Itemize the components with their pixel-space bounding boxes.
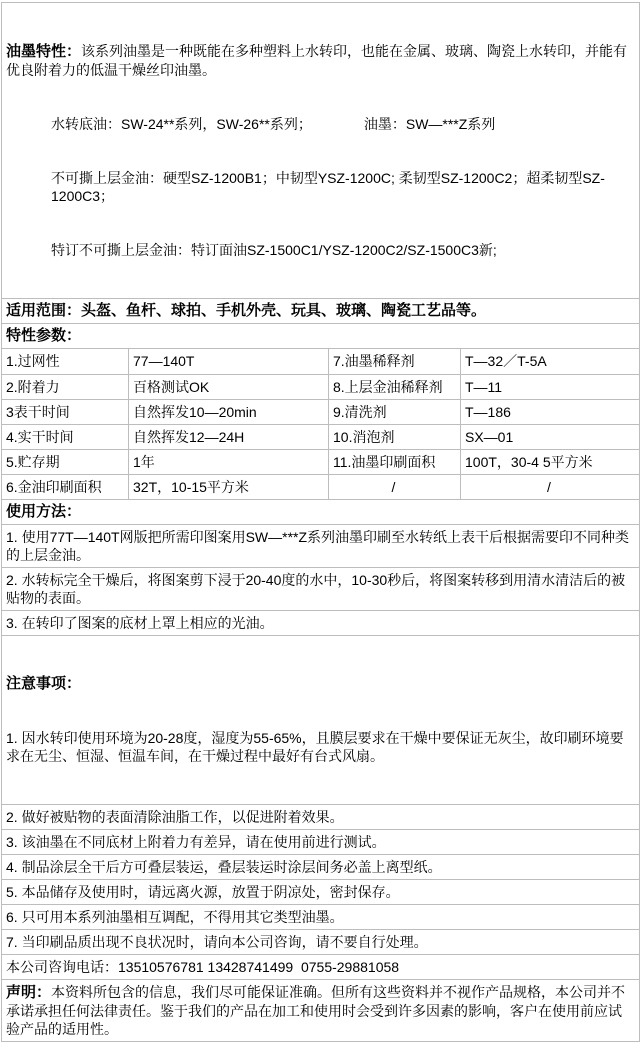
param-value: 32T，10-15平方米	[128, 474, 328, 499]
param-value: T—32／T-5A	[460, 349, 639, 374]
param-value: 77—140T	[128, 349, 328, 374]
param-value: T—11	[460, 374, 639, 399]
notes-item-1: 1. 因水转印使用环境为20-28度，湿度为55-65%，且膜层要求在干燥中要保证无灰尘，故印刷环境要求在无尘、恒湿、恒温车间，在干燥过程中最好有台式风扇。	[6, 730, 624, 764]
param-label: 1.过网性	[6, 353, 60, 369]
ink-properties-intro: 该系列油墨是一种既能在多种塑料上水转印，也能在金属、玻璃、陶瓷上水转印，并能有优良附着力的低温干燥丝印油墨。	[6, 43, 628, 78]
param-value: T—186	[460, 399, 639, 424]
ink-properties-title: 油墨特性：	[6, 43, 82, 60]
notes-item-4: 4. 制品涂层全干后方可叠层装运，叠层装运时涂层间务必盖上离型纸。	[2, 854, 639, 879]
notes-item-2: 2. 做好被贴物的表面清除油脂工作，以促进附着效果。	[2, 804, 639, 829]
param-value: 1年	[128, 449, 328, 474]
base-oil-line	[6, 115, 635, 133]
notes-item-7: 7. 当印刷品质出现不良状况时，请向本公司咨询，请不要自行处理。	[2, 929, 639, 954]
statement-section	[2, 979, 639, 1041]
param-label: 11.油墨印刷面积	[328, 449, 460, 474]
ink-properties-paragraph	[6, 42, 635, 79]
usage-item-3: 3. 在转印了图案的底材上罩上相应的光油。	[2, 610, 639, 635]
param-label: 3表干时间	[2, 399, 128, 424]
param-label: 10.消泡剂	[328, 424, 460, 449]
param-label: 8.上层金油稀释剂	[328, 374, 460, 399]
topcoat-line: 不可撕上层金油：硬型SZ-1200B1；中韧型YSZ-1200C; 柔韧型SZ-1200C2；超柔韧型SZ-1200C3；	[51, 170, 605, 204]
ink-properties-section	[2, 3, 639, 298]
param-value: 百格测试OK	[128, 374, 328, 399]
notes-item-6: 6. 只可用本系列油墨相互调配，不得用其它类型油墨。	[2, 904, 639, 929]
notes-item-3: 3. 该油墨在不同底材上附着力有差异，请在使用前进行测试。	[2, 829, 639, 854]
usage-item-1: 1. 使用77T—140T网版把所需印图案用SW—***Z系列油墨印刷至水转纸上表干后根据需要印不同种类的上层金油。	[2, 524, 639, 567]
param-value: 100T，30-4 5平方米	[460, 449, 639, 474]
param-value: 自然挥发10—20min	[128, 399, 328, 424]
statement-label: 声明：	[6, 984, 52, 1001]
param-value: 自然挥发12—24H	[128, 424, 328, 449]
params-table	[2, 348, 639, 499]
param-label: 6.金油印刷面积	[2, 474, 128, 499]
ink-spec-sheet	[1, 2, 640, 1042]
param-label: /	[328, 474, 460, 499]
base-oil-series: 水转底油：SW-24**系列，SW-26**系列；	[51, 116, 312, 132]
statement-text: 本资料所包含的信息，我们尽可能保证准确。但所有这些资料并不视作产品规格，本公司并不承诺承担任何法律责任。鉴于我们的产品在加工和使用时会受到许多因素的影响，客户在使用前应试验产品的适用性。	[6, 984, 626, 1037]
param-value: SX—01	[460, 424, 639, 449]
scope-label: 适用范围：	[6, 302, 82, 319]
param-label: 5.贮存期	[2, 449, 128, 474]
params-title: 特性参数：	[2, 323, 639, 348]
usage-title: 使用方法：	[2, 499, 639, 524]
param-label: 4.实干时间	[2, 424, 128, 449]
scope-text: 头盔、鱼杆、球拍、手机外壳、玩具、玻璃、陶瓷工艺品等。	[81, 302, 487, 319]
notes-item-5: 5. 本品储存及使用时，请远离火源，放置于阴凉处，密封保存。	[2, 879, 639, 904]
contact-line: 本公司咨询电话：13510576781 13428741499 0755-29881058	[2, 954, 639, 979]
notes-title: 注意事项：	[6, 675, 82, 692]
notes-section	[2, 635, 639, 804]
param-label: 9.清洗剂	[328, 399, 460, 424]
ink-series: 油墨：SW—***Z系列	[363, 116, 496, 132]
param-label: 7.油墨稀释剂	[328, 349, 460, 374]
scope-section	[2, 298, 639, 323]
param-label: 2.附着力	[2, 374, 128, 399]
usage-item-2: 2. 水转标完全干燥后，将图案剪下浸于20-40度的水中，10-30秒后，将图案转移到用清水清洁后的被贴物的表面。	[2, 567, 639, 610]
custom-topcoat-line: 特订不可撕上层金油：特订面油SZ-1500C1/YSZ-1200C2/SZ-1500C3新;	[51, 242, 497, 258]
param-value: /	[460, 474, 639, 499]
